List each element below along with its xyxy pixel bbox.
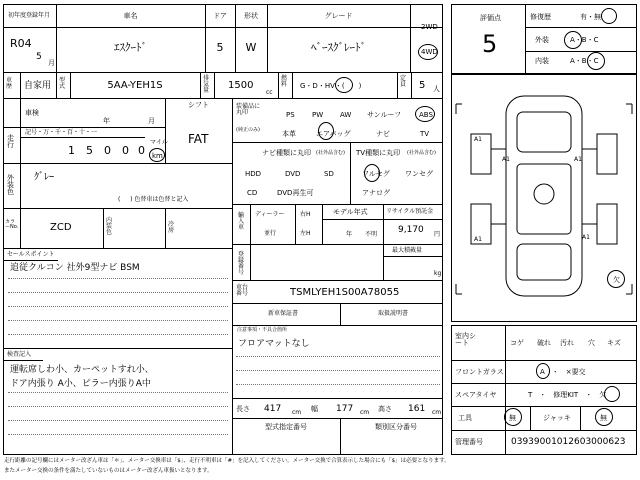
fuel-hv-circle	[335, 77, 353, 93]
aircon-label: 冷房	[168, 221, 175, 234]
height-label: 高さ	[378, 405, 392, 413]
inspection-label: 車検	[25, 109, 39, 117]
load-label: 最大積載量	[392, 247, 423, 254]
equip-ps: PS	[286, 111, 295, 119]
mileage-label: 走行	[7, 134, 14, 149]
spare-label: スペアタイヤ	[455, 391, 497, 399]
disp-label: 排気量	[203, 75, 210, 94]
exterior-note: ( ) 色替車は色替と記入	[118, 196, 189, 203]
repair-value: 有・無	[580, 13, 601, 21]
windshield-circle	[536, 363, 550, 379]
mileage-mile: マイル	[150, 139, 168, 146]
inspector-line-1: 運転席しわ小、カーペットすれ小、	[10, 365, 154, 375]
spare-value: T ・ 修理KIT ・ 欠	[528, 391, 607, 399]
drive-4wd: 4WD	[421, 48, 438, 56]
car-name: ｴｽｸｰﾄﾞ	[114, 41, 147, 54]
diag-mark-5: A1	[582, 234, 590, 241]
reg-year: R04	[10, 37, 32, 50]
footer-note-1: 走行距離の記号欄にはメーター改ざん車は「＊」、メーター交換車は「$」、走行不明車は「#」を記入してください。メーター交換で合算表示した場合にも「$」は必要となります。	[4, 458, 450, 464]
inspection-year: 年	[103, 117, 110, 125]
diag-mark-6: 欠	[613, 276, 620, 284]
mgmt-number: 03939001012603000623	[511, 437, 626, 447]
inspection-month: 月	[148, 117, 155, 125]
width-unit: cm	[360, 409, 370, 416]
exterior-color: ｸﾞﾚｰ	[34, 172, 54, 183]
seat-burn: コゲ	[510, 339, 524, 347]
equip-sunroof: サンルーフ	[367, 111, 402, 119]
manual: 取扱説明書	[378, 310, 409, 317]
int-value: A・B・C	[570, 57, 599, 65]
reg-month-unit: 月	[48, 59, 55, 67]
equip-airbag: エアバッグ	[316, 130, 351, 138]
length-label: 長さ	[236, 405, 250, 413]
interior-seat-label: 室内シート	[455, 332, 476, 347]
navi-dvd: DVD	[285, 170, 301, 178]
usage: 自家用	[24, 81, 52, 91]
class-number-label: 類別区分番号	[375, 423, 417, 431]
repair-label: 修復歴	[530, 13, 551, 21]
load-unit: kg	[434, 270, 442, 277]
abs-circle	[415, 106, 435, 122]
windshield-value: A ・ ×要交	[540, 368, 586, 376]
model: 5AA-YEH1S	[107, 80, 163, 91]
import-left: 左H	[300, 230, 311, 237]
reg-month: 5	[36, 52, 42, 62]
diag-mark-2: A1	[502, 156, 510, 163]
fuel-label: 燃料	[281, 75, 288, 88]
chassis-label: 車台番号	[236, 284, 249, 297]
recycle-amount: 9,170	[398, 225, 424, 235]
mileage-km: km	[152, 152, 163, 160]
repair-circle	[601, 8, 617, 24]
height-unit: cm	[432, 409, 442, 416]
score-value: 5	[482, 30, 498, 58]
equip-tv: TV	[420, 130, 430, 138]
import-label: 輸入車	[238, 212, 245, 231]
import-parallel: 並行	[264, 230, 277, 237]
mileage-d2: 5	[86, 144, 93, 157]
navi-dvd-play: DVD再生可	[277, 189, 314, 197]
notes-label: 注意事項・不具合箇所	[237, 327, 288, 333]
seat-hole: 穴	[588, 339, 595, 347]
diag-mark-1: A1	[474, 136, 482, 143]
tv-sub: (社外品含む)	[407, 150, 436, 156]
reg-number-label: 登録番号	[238, 251, 245, 276]
shape: W	[245, 41, 257, 54]
mileage-d1: 1	[68, 144, 75, 157]
exterior-label: 外装色	[7, 174, 14, 196]
seat-scratch: キズ	[607, 339, 621, 347]
model-year-label: モデル年式	[333, 208, 368, 216]
navi-sd: SD	[324, 170, 334, 178]
door-label: ドア	[213, 12, 227, 20]
color-code: ZCD	[50, 222, 72, 233]
tv-analog: アナログ	[362, 189, 390, 197]
diag-mark-3: A1	[574, 156, 582, 163]
mileage-d3: 0	[104, 144, 111, 157]
jack-circle	[595, 408, 613, 426]
recycle-unit: 円	[434, 231, 441, 238]
fuel-options: G・D・HV・( )	[300, 82, 362, 90]
length-unit: cm	[292, 409, 302, 416]
jack-value: 無	[600, 414, 607, 422]
tv-oneseg: ワンセグ	[405, 170, 433, 178]
chassis-number: TSMLYEH1S00A78055	[290, 287, 400, 298]
airbag-circle	[318, 122, 334, 140]
sales-point: 追従クルコン 社外9型ナビ BSM	[10, 263, 140, 273]
length: 417	[264, 404, 282, 414]
windshield-label: フロントガラス	[455, 368, 504, 376]
model-year-unknown: 不明	[365, 231, 378, 238]
mileage-d4: 0	[122, 144, 129, 157]
diag-mark-6-circle	[607, 270, 625, 288]
model-label: 型式	[59, 77, 66, 90]
grade: ﾍﾞｰｽｸﾞﾚｰﾄﾞ	[311, 41, 366, 54]
footer-note-2: またメーター交換の条件を満たしていないものはメーター改ざん車扱いとなります。	[4, 468, 213, 474]
import-right: 右H	[300, 211, 311, 218]
fullseg-circle	[364, 164, 380, 182]
type-number-label: 型式指定番号	[265, 423, 307, 431]
recycle-label: リサイクル預託金	[386, 208, 434, 215]
ext-value: A・B・C	[570, 36, 599, 44]
equip-abs: ABS	[419, 111, 433, 119]
navi-sub: (社外品含む)	[316, 150, 345, 156]
doors: 5	[216, 41, 224, 54]
capacity: 5	[419, 80, 426, 91]
name-label: 車名	[123, 12, 138, 20]
displacement: 1500	[228, 80, 254, 91]
seat-tear: 破れ	[537, 339, 551, 347]
drive-4wd-circle	[418, 44, 438, 60]
shift: FAT	[188, 132, 209, 146]
width: 177	[336, 404, 354, 414]
interior-label: 内装色	[106, 217, 113, 236]
equip-aw: AW	[340, 111, 352, 119]
width-label: 幅	[311, 405, 318, 413]
cc-unit: cc	[266, 89, 273, 96]
navi-cd: CD	[247, 189, 258, 197]
mileage-digits-label: 記号・万・千・百・十・一	[25, 129, 98, 136]
shape-label: 形状	[244, 12, 258, 20]
mgmt-label: 管理番号	[455, 438, 483, 446]
equip-leather: 本革	[282, 130, 296, 138]
inspector-label: 検査記入	[7, 351, 32, 358]
km-circle	[149, 148, 165, 162]
mileage-d5: 0	[138, 144, 145, 157]
equip-navi: ナビ	[376, 130, 390, 138]
drive-2wd: 2WD	[421, 23, 438, 31]
tv-label: TV種類に丸印	[356, 149, 401, 157]
usage-label: 車歴	[6, 77, 13, 90]
jack-label: ジャッキ	[543, 414, 571, 422]
score-label: 評価点	[480, 14, 501, 22]
sales-point-label: セールスポイント	[7, 251, 55, 258]
import-dealer: ディーラー	[255, 211, 285, 218]
year-label: 初年度登録年月	[8, 12, 51, 19]
model-year-year: 年	[346, 231, 353, 238]
equipment-label: 装備品に丸印	[236, 103, 261, 116]
tools-value: 無	[509, 414, 516, 422]
navi-label: ナビ種類に丸印	[262, 149, 311, 157]
capacity-unit: 人	[433, 85, 440, 93]
ext-label: 外装	[535, 36, 549, 44]
diag-mark-4: A1	[474, 236, 482, 243]
capacity-label: 定員	[400, 75, 407, 88]
color-code-label: カラーNo.	[5, 219, 19, 230]
int-circle	[587, 52, 605, 70]
seat-stain: 汚れ	[560, 339, 574, 347]
equipment-sub: (純正のみ)	[236, 127, 260, 133]
tv-fullseg: フルセグ	[362, 170, 390, 178]
new-warranty: 新車保証書	[268, 310, 299, 317]
notes-text: フロアマットなし	[238, 339, 310, 349]
shift-label: シフト	[188, 101, 209, 109]
tools-label: 工具	[458, 414, 472, 422]
navi-hdd: HDD	[245, 170, 262, 178]
tools-circle	[504, 408, 522, 426]
spare-circle	[604, 386, 620, 402]
equip-pw: PW	[312, 111, 324, 119]
inspector-line-2: ドア内張り A小、ピラー内張りA中	[10, 379, 151, 389]
ext-circle	[564, 31, 582, 49]
height: 161	[408, 404, 426, 414]
grade-label: グレード	[324, 12, 353, 20]
int-label: 内装	[535, 57, 549, 65]
